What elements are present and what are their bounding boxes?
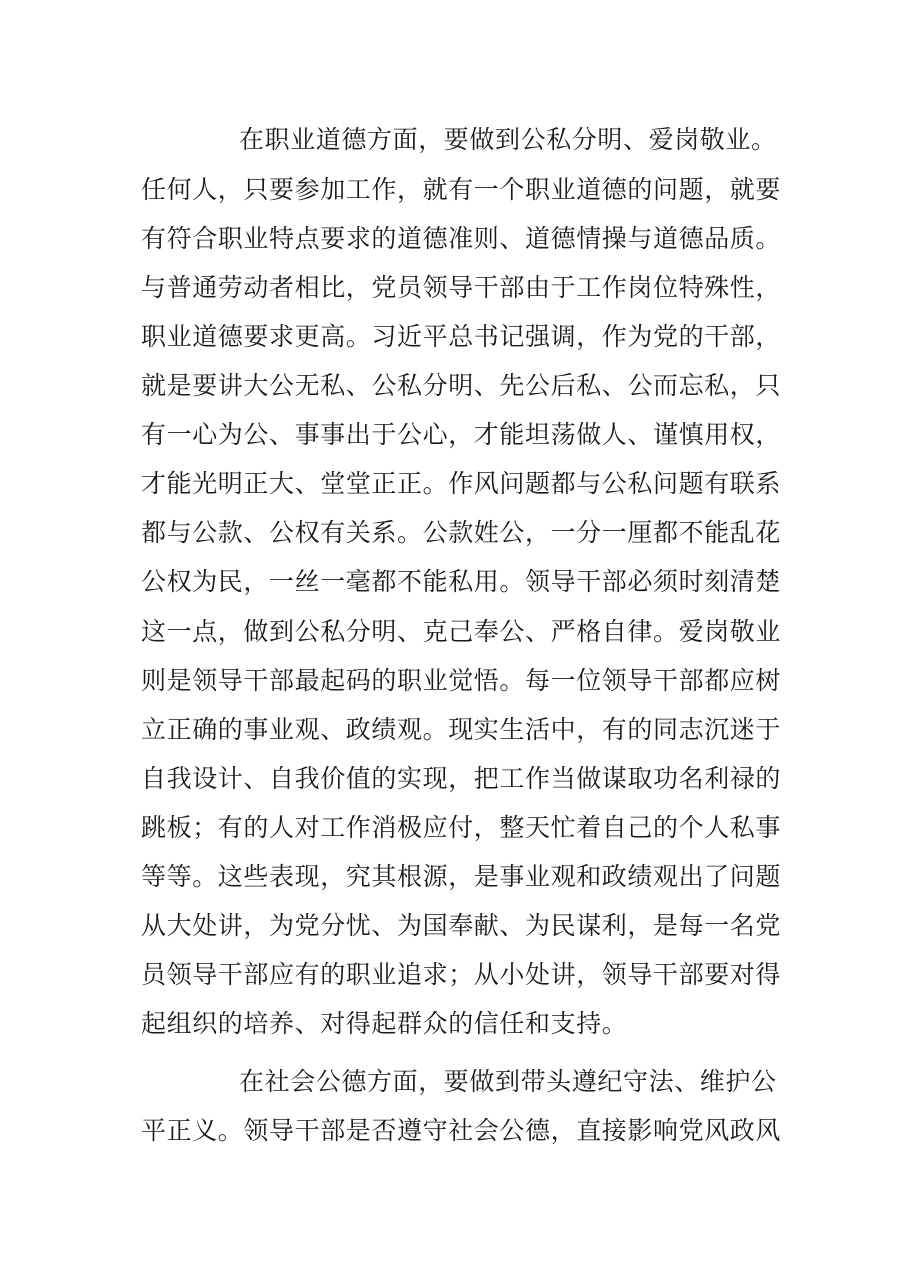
paragraph-1-line-4: 与普通劳动者相比，党员领导干部由于工作岗位特殊性， (141, 273, 781, 302)
paragraph-1-line-5: 职业道德要求更高。习近平总书记强调，作为党的干部， (141, 322, 781, 351)
paragraph-2-line-2: 平正义。领导干部是否遵守社会公德，直接影响党风政风 (141, 1116, 781, 1145)
paragraph-1-line-11: 这一点，做到公私分明、克己奉公、严格自律。爱岗敬业 (141, 617, 781, 646)
paragraph-1-line-8: 才能光明正大、堂堂正正。作风问题都与公私问题有联系 (141, 469, 781, 498)
paragraph-1-line-9: 都与公款、公权有关系。公款姓公，一分一厘都不能乱花 (141, 518, 781, 547)
paragraph-1-line-16: 等等。这些表现，究其根源，是事业观和政绩观出了问题 (141, 862, 781, 891)
paragraph-2-line-1: 在社会公德方面，要做到带头遵纪守法、维护公 (239, 1067, 777, 1096)
paragraph-1-line-2: 任何人，只要参加工作，就有一个职业道德的问题，就要 (141, 175, 781, 204)
paragraph-1-line-3: 有符合职业特点要求的道德准则、道德情操与道德品质。 (141, 224, 781, 253)
paragraph-1-line-12: 则是领导干部最起码的职业觉悟。每一位领导干部都应树 (141, 666, 781, 695)
paragraph-1-line-17: 从大处讲，为党分忧、为国奉献、为民谋利，是每一名党 (141, 911, 781, 940)
paragraph-1-line-15: 跳板；有的人对工作消极应付，整天忙着自己的个人私事 (141, 813, 781, 842)
paragraph-1-line-19: 起组织的培养、对得起群众的信任和支持。 (141, 1009, 628, 1038)
paragraph-1-line-14: 自我设计、自我价值的实现，把工作当做谋取功名利禄的 (141, 764, 781, 793)
paragraph-1-line-13: 立正确的事业观、政绩观。现实生活中，有的同志沉迷于 (141, 715, 781, 744)
paragraph-1-line-7: 有一心为公、事事出于公心，才能坦荡做人、谨慎用权， (141, 420, 781, 449)
paragraph-1-line-10: 公权为民，一丝一毫都不能私用。领导干部必须时刻清楚 (141, 567, 781, 596)
paragraph-1-line-18: 员领导干部应有的职业追求；从小处讲，领导干部要对得 (141, 960, 781, 989)
paragraph-1-line-6: 就是要讲大公无私、公私分明、先公后私、公而忘私，只 (141, 371, 781, 400)
paragraph-1-line-1: 在职业道德方面，要做到公私分明、爱岗敬业。 (239, 125, 777, 154)
